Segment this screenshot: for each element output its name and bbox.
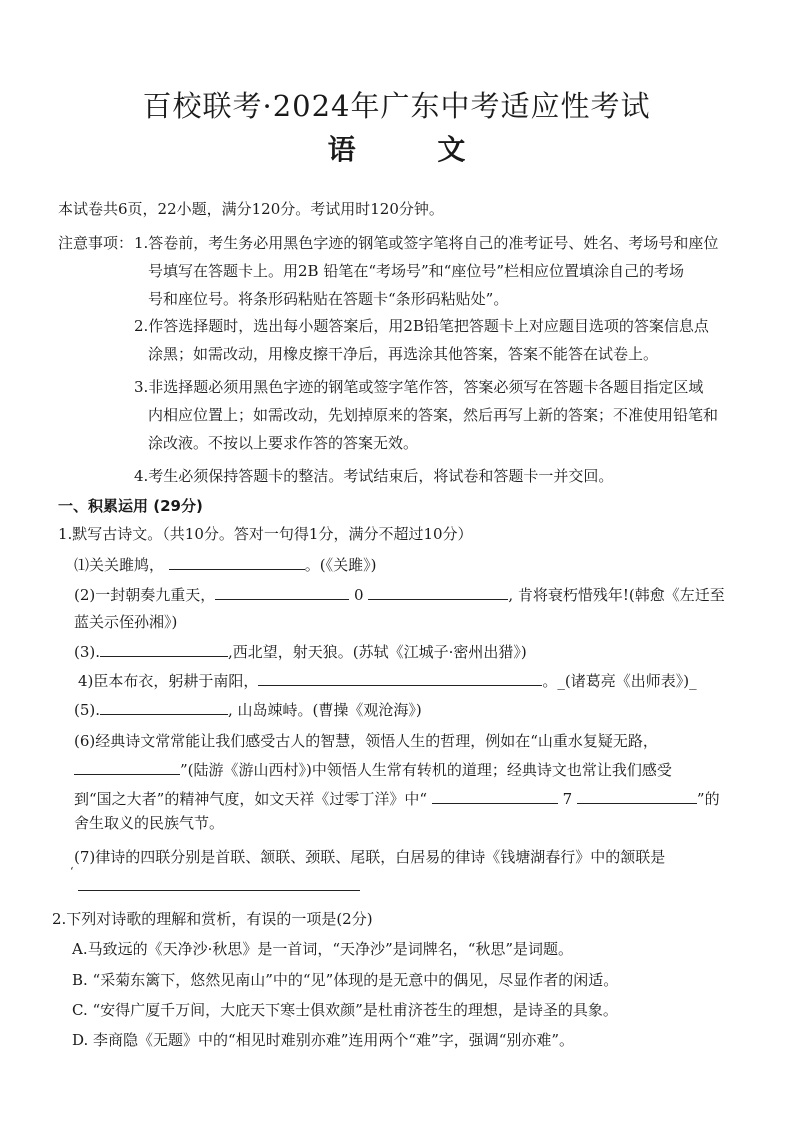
answer-blank[interactable] [432,789,558,804]
answer-blank[interactable] [215,585,349,600]
q1-item-6-text-e: ”的 [696,790,720,808]
question-2-stem: 2.下列对诗歌的理解和赏析，有误的一项是(2分) [52,910,373,928]
subject-title: 语 文 [327,133,502,166]
q1-item-2-text-c: , 肯将衰朽惜残年!(韩愈《左迁至 [508,586,725,604]
q1-item-5 [74,700,422,720]
answer-blank[interactable] [78,876,360,891]
q1-item-1 [74,555,377,575]
q1-item-6-line-3 [74,789,720,809]
answer-blank[interactable] [577,789,697,804]
q1-item-7-line-1: (7)律诗的四联分别是首联、颔联、颈联、尾联，白居易的律诗《钱塘湖春行》中的颔联是 [74,848,666,866]
note-1-line-1: 1.答卷前，考生务必用黑色字迹的钢笔或签字笔将自己的准考证号、姓名、考场号和座位 [134,234,719,252]
q1-item-3 [74,642,527,662]
note-1-line-3: 号和座位号。将条形码粘贴在答题卡“条形码粘贴处”。 [148,290,509,308]
q1-item-7-mark: ‘ [70,865,74,878]
q1-item-5-text-a: (5). [74,701,101,719]
note-3-line-1: 3.非选择题必须用黑色字迹的钢笔或签字笔作答，答案必须写在答题卡各题目指定区域 [134,378,704,396]
q2-option-a[interactable]: A.马致远的《天净沙·秋思》是一首词，“天净沙”是词牌名，“秋思”是词题。 [72,940,574,958]
q1-item-2-text-a: (2)一封朝奏九重天， [74,586,216,604]
answer-blank[interactable] [169,555,305,570]
q2-option-d[interactable]: D. 李商隐《无题》中的“相见时难别亦难”连用两个“难”字，强调“别亦难”。 [72,1031,575,1049]
q1-item-2-cont: 蓝关示侄孙湘》) [74,613,178,631]
q1-item-1-text-b: 。(《关雎》) [304,556,377,574]
q1-item-7-line-2 [78,876,360,896]
exam-intro: 本试卷共6页，22小题，满分120分。考试用时120分钟。 [58,200,444,218]
q1-item-3-text-a: (3). [74,643,101,661]
q1-item-6-text-c: 到“国之大者”的精神气度，如文天祥《过零丁洋》中“ [74,790,428,808]
note-4-line-1: 4.考生必须保持答题卡的整洁。考试结束后，将试卷和答题卡一并交回。 [134,467,614,485]
note-2-line-2: 涂黑；如需改动，用橡皮擦干净后，再选涂其他答案，答案不能答在试卷上。 [148,345,659,363]
q2-option-b[interactable]: B. “采菊东篱下，悠然见南山”中的“见”体现的是无意中的偶见，尽显作者的闲适。 [72,971,619,989]
answer-blank[interactable] [100,642,228,657]
answer-blank[interactable] [100,700,228,715]
answer-blank[interactable] [368,585,508,600]
notes-label: 注意事项： [58,234,134,252]
q1-item-4-text-b: 。_(诸葛亮《出师表》)_ [542,672,697,690]
q1-item-4 [78,671,697,691]
note-2-line-1: 2.作答选择题时，选出每小题答案后，用2B铅笔把答题卡上对应题目选项的答案信息点 [134,317,709,335]
exam-title: 百校联考·2024年广东中考适应性考试 [142,89,651,123]
answer-blank[interactable] [258,671,542,686]
q2-option-c[interactable]: C. “安得广厦千万间，大庇天下寒士俱欢颜”是杜甫济苍生的理想，是诗圣的具象。 [72,1001,618,1019]
q1-item-2-text-b: 0 [354,586,364,604]
q1-item-4-text-a: 4)臣本布衣，躬耕于南阳， [78,672,259,690]
note-3-line-2: 内相应位置上；如需改动，先划掉原来的答案，然后再写上新的答案；不准使用铅笔和 [148,406,719,424]
q1-item-6-text-b: ”(陆游《游山西村》)中领悟人生常有转机的道理；经典诗文也常让我们感受 [180,761,672,779]
q1-item-5-text-b: , 山岛竦峙。(曹操《观沧海》) [228,701,422,719]
q1-item-1-text-a: ⑴关关雎鸠， [74,556,165,574]
q1-item-2 [74,585,725,605]
note-3-line-3: 涂改液。不按以上要求作答的答案无效。 [148,434,419,452]
question-1-stem: 1.默写古诗文。（共10分。答对一句得1分，满分不超过10分） [58,525,473,543]
q1-item-6-line-2 [74,760,672,780]
answer-blank[interactable] [74,760,180,775]
q1-item-6-text-d: 7 [562,790,573,808]
q1-item-3-text-b: ,西北望，射天狼。(苏轼《江城子·密州出猎》) [228,643,527,661]
q1-item-6-line-1: (6)经典诗文常常能让我们感受古人的智慧，领悟人生的哲理，例如在“山重水复疑无路， [74,732,658,750]
q1-item-6-line-4: 舍生取义的民族气节。 [74,814,225,832]
section-1-heading: 一、积累运用 (29分) [58,497,203,515]
note-1-line-2: 号填写在答题卡上。用2B 铅笔在“考场号”和“座位号”栏相应位置填涂自己的考场 [148,262,685,280]
